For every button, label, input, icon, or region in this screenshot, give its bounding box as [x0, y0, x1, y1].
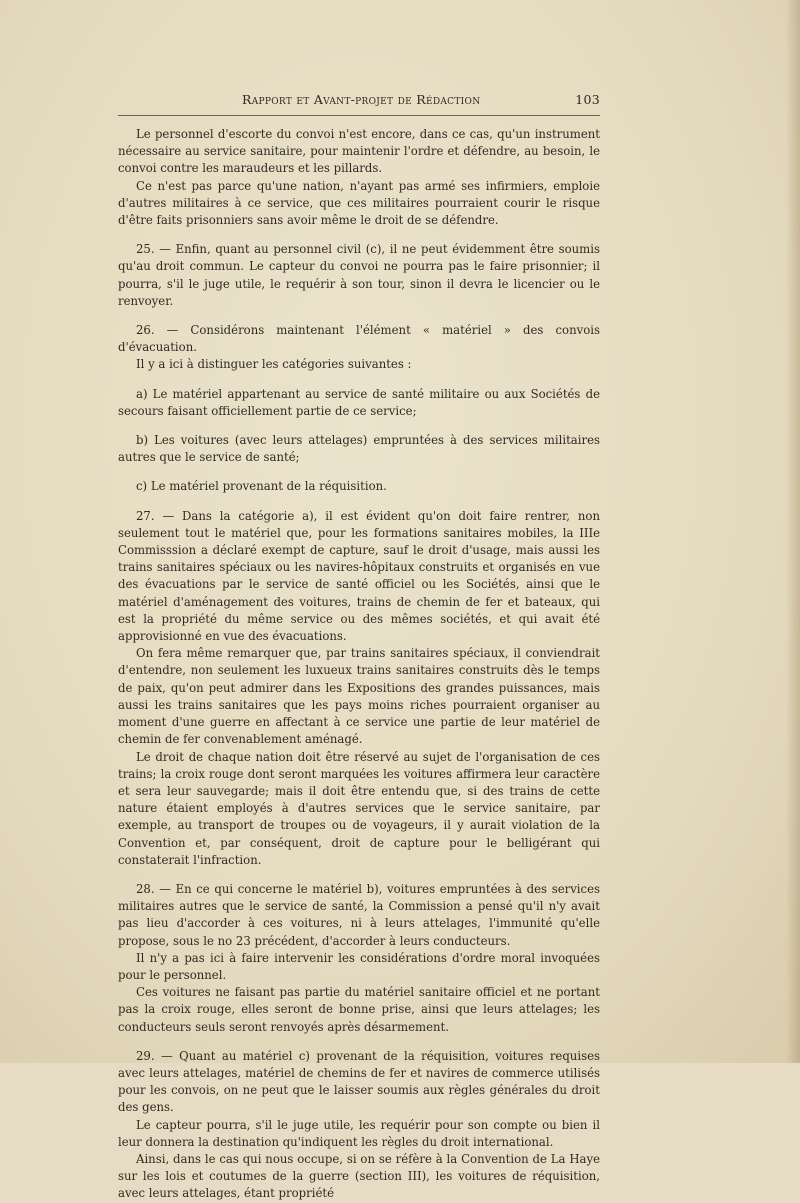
paragraph: Il n'y a pas ici à faire intervenir les considérations d'ordre moral invoquées pour le personnel. — [118, 950, 600, 982]
paragraph: Il y a ici à distinguer les catégories suivantes : — [136, 357, 412, 372]
paragraph-section-28: 28. — En ce qui concerne le matériel b), voitures empruntées à des services militaires autres que le service de santé, la Commission a pensé qu'il n'y avait pas lieu d'accorder à ces voitures, ni à leurs attelages, l'immunité qu'elle propose, sous le no 23 précédent, d'accorder à leurs conducteurs. — [118, 881, 600, 948]
body-text — [118, 126, 600, 1203]
paragraph: Ces voitures ne faisant pas partie du matériel sanitaire officiel et ne portant pas la croix rouge, elles seront de bonne prise, ainsi que leurs attelages; les conducteurs seuls seront renvoyés après désarmement. — [118, 985, 600, 1034]
paragraph: Le personnel d'escorte du convoi n'est encore, dans ce cas, qu'un instrument nécessaire au service sanitaire, pour maintenir l'ordre et défendre, au besoin, le convoi contre les maraudeurs et les pillards. — [118, 127, 600, 176]
running-title: Rapport et Avant-projet de Rédaction — [242, 92, 481, 107]
paragraph: Ce n'est pas parce qu'une nation, n'ayant pas armé ses infirmiers, emploie d'autres militaires à ce service, que ces militaires pourraient courir le risque d'être faits prisonniers sans avoir même le droit de se défendre. — [118, 178, 600, 228]
page-edge-shadow — [786, 0, 800, 1063]
paragraph: On fera même remarquer que, par trains sanitaires spéciaux, il conviendrait d'entendre, non seulement les luxueux trains sanitaires construits dès le temps de paix, qu'on peut admirer dans les Expositions des grandes puissances, mais aussi les trains sanitaires que les pays moins riches pourraient organiser au moment d'une guerre en affectant à ce service une partie de leur matériel de chemin de fer convenablement aménagé. — [118, 646, 600, 747]
paragraph: Le droit de chaque nation doit être réservé au sujet de l'organisation de ces trains; la croix rouge dont seront marquées les voitures affirmera leur caractère et sera leur sauvegarde; mais il doit être entendu que, si des trains de cette nature étaient employés à d'autres services que le service sanitaire, par exemple, au transport de troupes ou de voyageurs, il y aurait violation de la Convention et, par conséquent, droit de capture pour le belligérant qui constaterait l'infraction. — [118, 749, 600, 867]
list-item-c: c) Le matériel provenant de la réquisition. — [136, 479, 387, 494]
page-number: 103 — [575, 92, 600, 107]
paragraph-section-26: 26. — Considérons maintenant l'élément « matériel » des convois d'évacuation. — [118, 323, 600, 355]
list-item-b: b) Les voitures (avec leurs attelages) empruntées à des services militaires autres que le service de santé; — [118, 433, 600, 465]
paragraph-section-25: 25. — Enfin, quant au personnel civil (c), il ne peut évidemment être soumis qu'au droit commun. Le capteur du convoi ne pourra pas le faire prisonnier; il pourra, s'il le juge utile, le requérir à son tour, sinon il devra le licencier ou le renvoyer. — [118, 242, 600, 308]
paragraph: Le capteur pourra, s'il le juge utile, les requérir pour son compte ou bien il leur donnera la destination qu'indiquent les règles du droit international. — [118, 1117, 600, 1149]
list-item-a: a) Le matériel appartenant au service de santé militaire ou aux Sociétés de secours faisant officiellement partie de ce service; — [118, 386, 600, 418]
paragraph-section-29: 29. — Quant au matériel c) provenant de la réquisition, voitures requises avec leurs attelages, matériel de chemins de fer et navires de commerce utilisés pour les convois, on ne peut que le laisser soumis aux règles générales du droit des gens. — [118, 1048, 600, 1115]
running-header — [118, 92, 600, 110]
paragraph: Ainsi, dans le cas qui nous occupe, si on se réfère à la Convention de La Haye sur les lois et coutumes de la guerre (section III), les voitures de réquisition, avec leurs attelages, étant propriété — [118, 1151, 600, 1201]
paragraph-section-27: 27. — Dans la catégorie a), il est évident qu'on doit faire rentrer, non seulement tout le matériel que, pour les formations sanitaires mobiles, la IIIe Commisssion a déclaré exempt de capture, sauf le droit d'usage, mais aussi les trains sanitaires spéciaux ou les navires-hôpitaux construits et organisés en vue des évacuations par le service de santé officiel ou les Sociétés, ainsi que le matériel d'aménagement des voitures, trains de chemin de fer et bateaux, qui est la propriété du même service ou des mêmes sociétés, et qui avait été approvisionné en vue des évacuations. — [118, 508, 600, 644]
header-rule — [118, 115, 600, 116]
